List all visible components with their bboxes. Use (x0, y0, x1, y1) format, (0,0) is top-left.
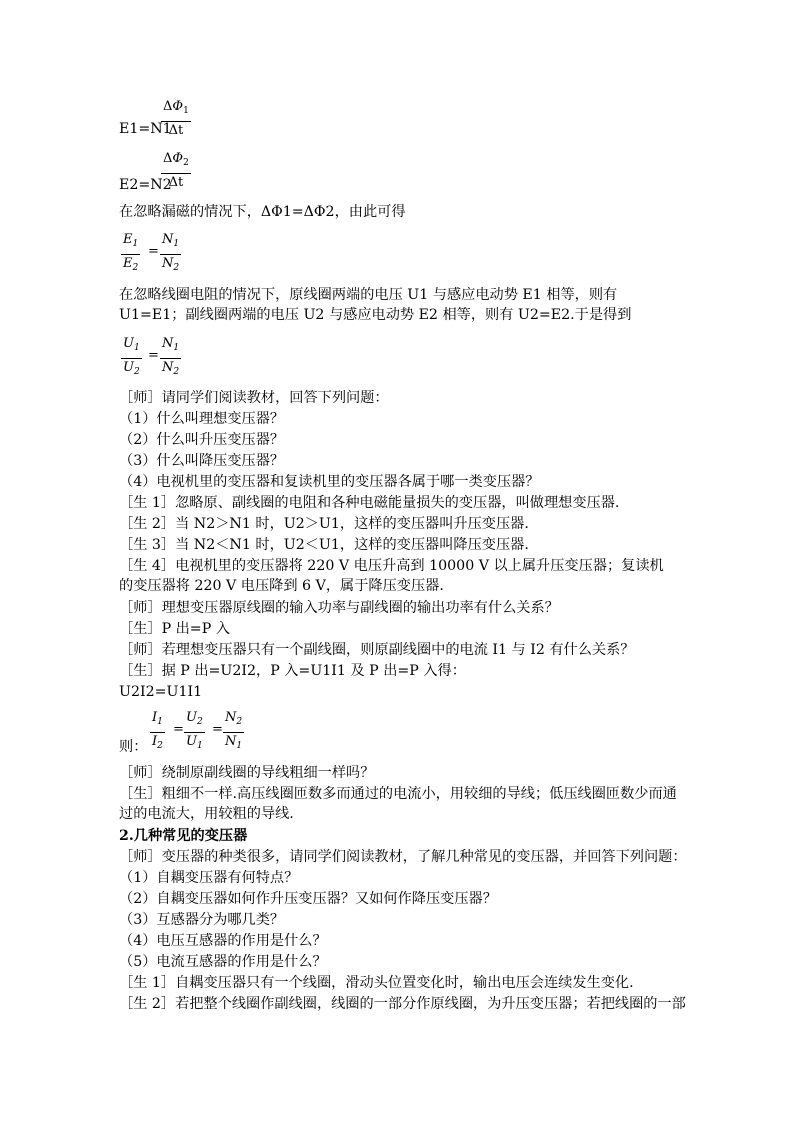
formula-e2-denominator: Δt (168, 175, 184, 190)
answer-line: ［生 1］忽略原、副线圈的电阻和各种电磁能量损失的变压器，叫做理想变压器. (119, 495, 620, 511)
ratio-e-left: $E_1$ $E_2$ (123, 232, 139, 273)
question-line: （4）电压互感器的作用是什么？ (119, 933, 327, 949)
formula-e1-lhs: E1=N1 (119, 121, 172, 137)
dialogue-line: ［师］绕制原副线圈的导线粗细一样吗？ (119, 765, 375, 781)
formula-e1-fraction (161, 99, 191, 138)
ratio-u-right: $N_1$ $N_2$ (162, 336, 180, 377)
answer-sheng4: ［生 4］电视机里的变压器将 220 V 电压升高到 10000 V 以上属升压变压器；复读机的变压器将 220 V 电压降到 6 V，属于降压变压器. (119, 558, 664, 594)
answer-line: ［生 3］当 N2＜N1 时，U2＜U1，这样的变压器叫降压变压器. (119, 537, 529, 553)
question-line: （1）什么叫理想变压器？ (119, 411, 285, 427)
ratio-i-prefix: 则： (119, 739, 148, 755)
section-title: 2.几种常见的变压器 (119, 828, 248, 844)
equation-line: U2I2=U1I1 (119, 684, 203, 700)
ratio-i-first: $I_1$ $I_2$ (152, 710, 163, 751)
formula-e2-lhs: E2=N2 (119, 177, 172, 193)
dialogue-line: ［师］理想变压器原线圈的输入功率与副线圈的输出功率有什么关系？ (119, 600, 559, 616)
ratio-e-right: $N_1$ $N_2$ (162, 232, 180, 273)
ratio-u-left: $U_1$ $U_2$ (123, 336, 140, 377)
ratio-i-second: $U_2$ $U_1$ (186, 710, 203, 751)
answer-line: ［生 1］自耦变压器只有一个线圈，滑动头位置变化时，输出电压会连续发生变化. (119, 975, 634, 991)
question-line: （2）自耦变压器如何作升压变压器？又如何作降压变压器？ (119, 891, 497, 907)
answer-wire: ［生］粗细不一样.高压线圈匝数多而通过的电流小，用较细的导线；低压线圈匝数少而通过的电流大，用较粗的导线. (119, 786, 677, 822)
formula-e2-fraction (161, 151, 191, 190)
question-line: （3）什么叫降压变压器？ (119, 453, 285, 469)
ratio-i-equals-1: = (173, 722, 184, 737)
ratio-e-equals: = (148, 244, 159, 259)
ratio-u-equals: = (148, 348, 159, 363)
text-resistance: 在忽略线圈电阻的情况下，原线圈两端的电压 U1 与感应电动势 E1 相等，则有 U1=E1；副线圈两端的电压 U2 与感应电动势 E2 相等，则有 U2=E2.于是得到 (119, 287, 632, 323)
answer-line: ［生 2］若把整个线圈作副线圈，线圈的一部分作原线圈，为升压变压器；若把线圈的一部 (119, 996, 686, 1012)
question-line: （1）自耦变压器有何特点？ (119, 870, 299, 886)
dialogue-line: ［生］P 出=P 入 (119, 621, 230, 637)
answer-line: ［生 2］当 N2＞N1 时，U2＞U1，这样的变压器叫升压变压器. (119, 516, 529, 532)
formula-e1-denominator: Δt (168, 123, 184, 138)
ratio-i-equals-2: = (212, 722, 223, 737)
question-line: （4）电视机里的变压器和复读机里的变压器各属于哪一类变压器？ (119, 474, 540, 490)
text-leakage: 在忽略漏磁的情况下，ΔΦ1=ΔΦ2，由此可得 (119, 204, 406, 220)
formula-e1-numerator: $\Delta\Phi_1$ (163, 99, 189, 116)
formula-e2-numerator: $\Delta\Phi_2$ (163, 151, 189, 168)
dialogue-line: ［师］若理想变压器只有一个副线圈，则原副线圈中的电流 I1 与 I2 有什么关系？ (119, 642, 635, 658)
question-line: （3）互感器分为哪几类？ (119, 912, 285, 928)
ratio-i-third: $N_2$ $N_1$ (225, 710, 243, 751)
dialogue-line: ［生］据 P 出=U2I2，P 入=U1I1 及 P 出=P 入得： (119, 663, 466, 679)
dialogue-line: ［师］请同学们阅读教材，回答下列问题： (119, 390, 389, 406)
question-line: （5）电流互感器的作用是什么？ (119, 954, 327, 970)
question-line: （2）什么叫升压变压器？ (119, 432, 285, 448)
dialogue-line: ［师］变压器的种类很多，请同学们阅读教材，了解几种常见的变压器，并回答下列问题： (119, 849, 687, 865)
